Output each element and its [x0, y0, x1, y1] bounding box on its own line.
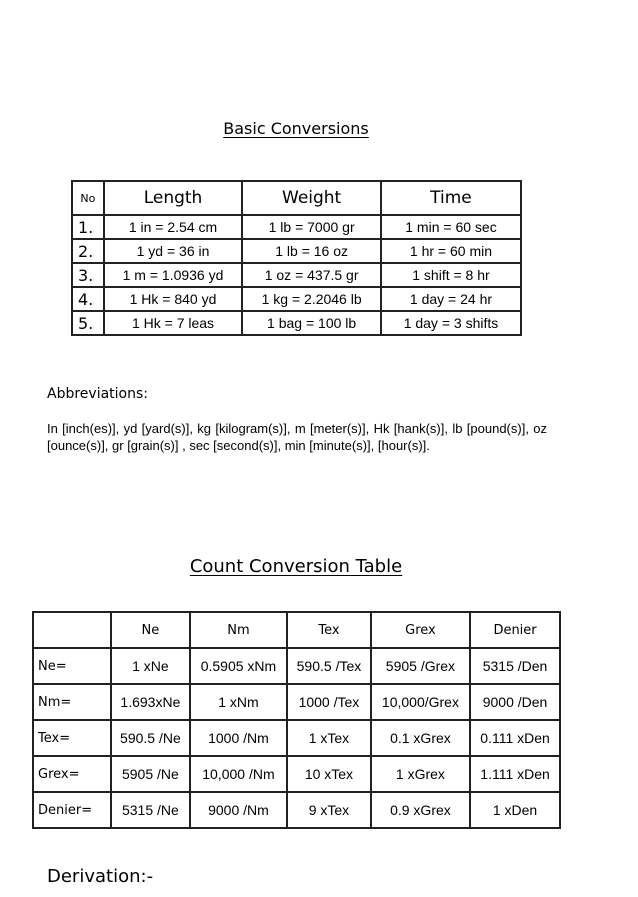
length-cell: 1 yd = 36 in — [104, 239, 243, 263]
table-cell: 10 xTex — [287, 756, 371, 792]
table-cell: 0.5905 xNm — [190, 648, 287, 684]
table-row — [33, 684, 560, 720]
table-row — [72, 239, 521, 263]
table-cell: 1 xNe — [111, 648, 190, 684]
table-cell: 0.111 xDen — [470, 720, 560, 756]
row-number: 3. — [72, 263, 104, 287]
table-header-row — [72, 181, 521, 215]
count-conversion-table — [32, 611, 561, 829]
abbreviations-text: In [inch(es)], yd [yard(s)], kg [kilogram(s)], m [meter(s)], Hk [hank(s)], lb [pound(s)], oz [ounce(s)], gr [grain(s)] , sec [second(s)], min [minute(s)], [hour(s)]. — [47, 421, 547, 453]
table-row — [33, 792, 560, 828]
table-row — [72, 263, 521, 287]
time-cell: 1 hr = 60 min — [381, 239, 521, 263]
header-nm: Nm — [190, 612, 287, 648]
table-row — [72, 287, 521, 311]
row-number: 2. — [72, 239, 104, 263]
table-cell: 5905 /Ne — [111, 756, 190, 792]
header-tex: Tex — [287, 612, 371, 648]
length-cell: 1 m = 1.0936 yd — [104, 263, 243, 287]
table-cell: 1.111 xDen — [470, 756, 560, 792]
header-length: Length — [104, 181, 243, 215]
table-cell: 1 xTex — [287, 720, 371, 756]
table-cell: 1000 /Nm — [190, 720, 287, 756]
table-cell: 5315 /Den — [470, 648, 560, 684]
table-row — [72, 311, 521, 335]
row-number: 5. — [72, 311, 104, 335]
header-weight: Weight — [242, 181, 381, 215]
table-row — [33, 756, 560, 792]
table-cell: 590.5 /Tex — [287, 648, 371, 684]
weight-cell: 1 kg = 2.2046 lb — [242, 287, 381, 311]
basic-conversions-table — [71, 180, 522, 336]
table-row — [33, 720, 560, 756]
weight-cell: 1 bag = 100 lb — [242, 311, 381, 335]
table-cell: 5905 /Grex — [371, 648, 470, 684]
row-label: Tex= — [33, 720, 111, 756]
table-cell: 1 xGrex — [371, 756, 470, 792]
table-cell: 5315 /Ne — [111, 792, 190, 828]
table-cell: 1000 /Tex — [287, 684, 371, 720]
row-number: 1. — [72, 215, 104, 239]
basic-conversions-title: Basic Conversions — [223, 119, 369, 138]
header-denier: Denier — [470, 612, 560, 648]
weight-cell: 1 oz = 437.5 gr — [242, 263, 381, 287]
time-cell: 1 day = 3 shifts — [381, 311, 521, 335]
header-corner — [33, 612, 111, 648]
table-cell: 1.693xNe — [111, 684, 190, 720]
table-cell: 1 xDen — [470, 792, 560, 828]
table-row — [33, 648, 560, 684]
table-cell: 590.5 /Ne — [111, 720, 190, 756]
length-cell: 1 Hk = 7 leas — [104, 311, 243, 335]
time-cell: 1 day = 24 hr — [381, 287, 521, 311]
header-ne: Ne — [111, 612, 190, 648]
table-cell: 10,000 /Nm — [190, 756, 287, 792]
row-label: Nm= — [33, 684, 111, 720]
weight-cell: 1 lb = 16 oz — [242, 239, 381, 263]
table-cell: 0.1 xGrex — [371, 720, 470, 756]
table-row — [72, 215, 521, 239]
header-no: No — [72, 181, 104, 215]
header-time: Time — [381, 181, 521, 215]
time-cell: 1 shift = 8 hr — [381, 263, 521, 287]
time-cell: 1 min = 60 sec — [381, 215, 521, 239]
weight-cell: 1 lb = 7000 gr — [242, 215, 381, 239]
length-cell: 1 in = 2.54 cm — [104, 215, 243, 239]
row-number: 4. — [72, 287, 104, 311]
table-cell: 9000 /Nm — [190, 792, 287, 828]
derivation-heading: Derivation:- — [47, 866, 154, 887]
table-cell: 0.9 xGrex — [371, 792, 470, 828]
table-cell: 1 xNm — [190, 684, 287, 720]
header-grex: Grex — [371, 612, 470, 648]
row-label: Grex= — [33, 756, 111, 792]
table-cell: 9 xTex — [287, 792, 371, 828]
table-header-row — [33, 612, 560, 648]
row-label: Ne= — [33, 648, 111, 684]
abbreviations-label: Abbreviations: — [47, 386, 148, 402]
row-label: Denier= — [33, 792, 111, 828]
table-cell: 9000 /Den — [470, 684, 560, 720]
length-cell: 1 Hk = 840 yd — [104, 287, 243, 311]
table-cell: 10,000/Grex — [371, 684, 470, 720]
count-conversion-title: Count Conversion Table — [189, 556, 403, 577]
